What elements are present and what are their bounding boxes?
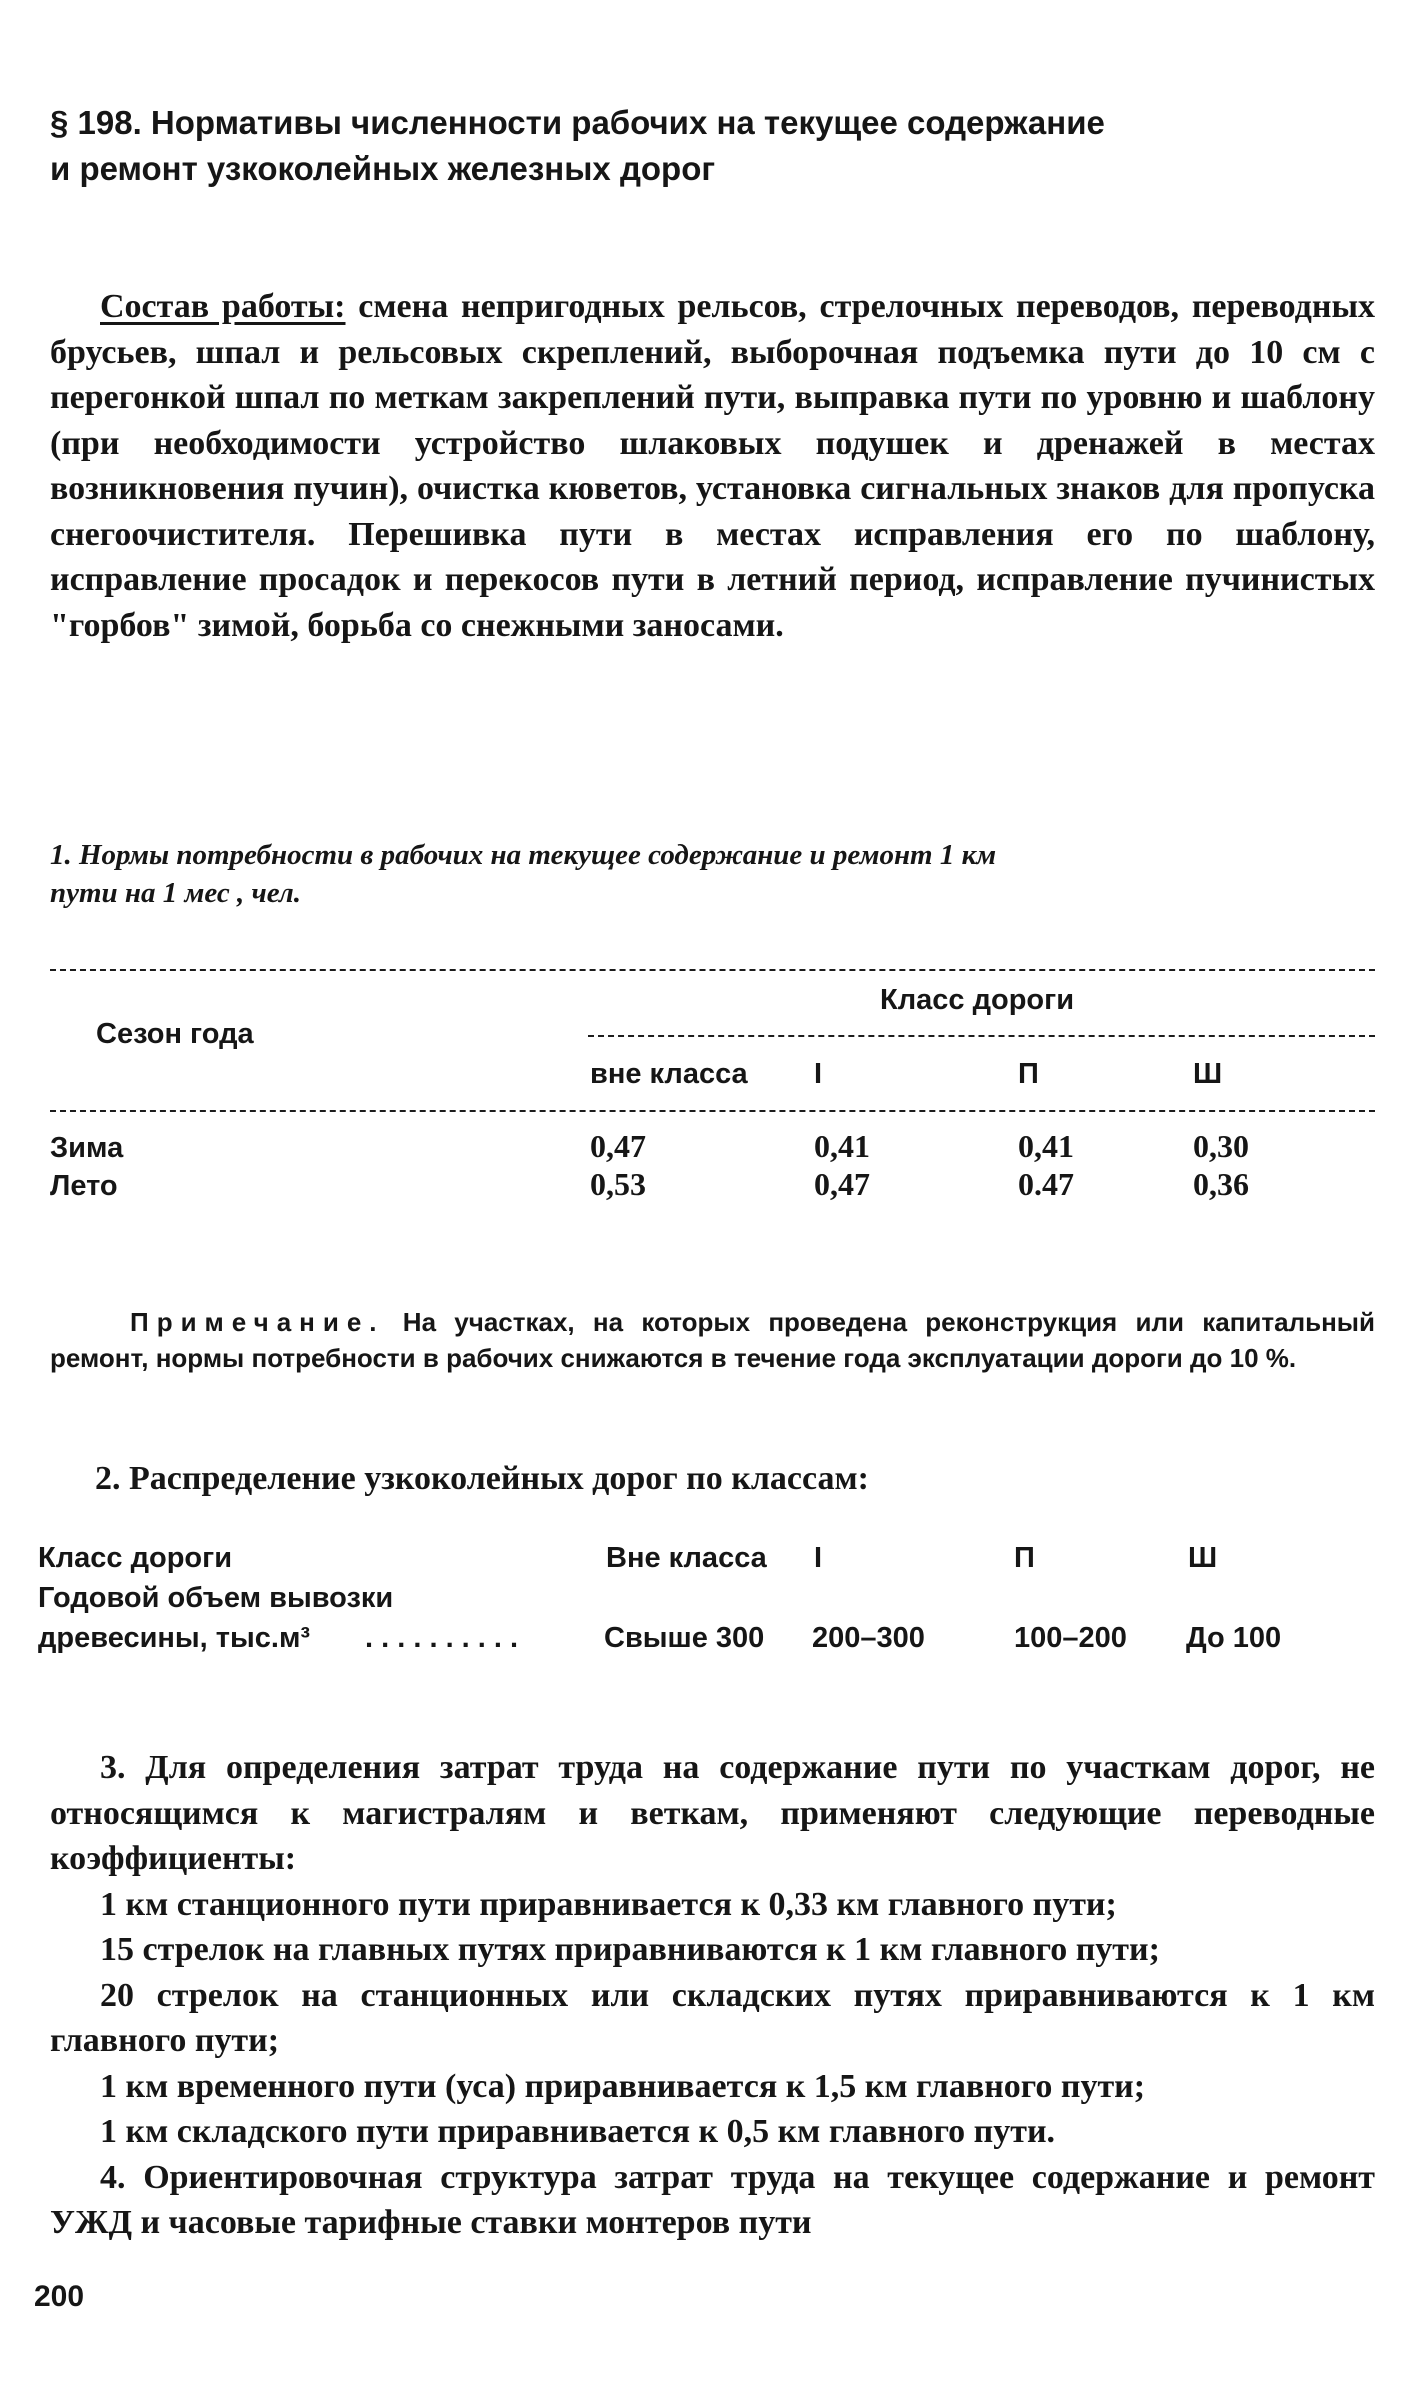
coefficient-item: 1 км складского пути приравнивается к 0,5 км главного пути. — [100, 2113, 1056, 2150]
section-heading-line1: § 198. Нормативы численности рабочих на текущее содержание — [50, 104, 1105, 141]
table1-row-1-val-2: 0.47 — [1018, 1166, 1074, 1202]
table1-row-0-val-1: 0,41 — [814, 1128, 870, 1164]
distribution-row-label-line2: древесины, тыс.м³ — [38, 1622, 311, 1654]
table1-row-0-val-2: 0,41 — [1018, 1128, 1074, 1164]
section-heading — [50, 100, 1350, 192]
coefficient-item: 15 стрелок на главных путях приравниваются к 1 км главного пути; — [100, 1931, 1160, 1968]
section-heading-line2: и ремонт узкоколейных железных дорог — [50, 150, 716, 187]
table1-note — [50, 1304, 1375, 1376]
table1-col-header-2: П — [1018, 1058, 1039, 1090]
coefficient-item: 20 стрелок на станционных или складских путях приравниваются к 1 км главного пути; — [50, 1976, 1375, 2059]
distribution-header-label: Класс дороги — [38, 1542, 233, 1574]
work-composition-text: смена непригодных рельсов, стрелочных переводов, переводных брусьев, шпал и рельсовых скреплений, выборочная подъемка пути до 10 см с перегонкой шпал по меткам закреплений пути, выправка пути по уровню и шаблону (при необходимости устройство шлаковых подушек и дренажей в местах возникновения пучин), очистка кюветов, установка сигнальных знаков для пропуска снегоочистителя. Перешивка пути в местах исправления его по шаблону, исправление просадок и перекосов пути в летний период, исправление пучинистых "горбов" зимой, борьба со снежными заносами. — [50, 288, 1375, 644]
table1-row-0-val-0: 0,47 — [590, 1128, 646, 1164]
table1-col-header-3: Ш — [1193, 1058, 1223, 1090]
table1-col-header-1: I — [814, 1058, 823, 1090]
coefficient-item: 1 км временного пути (уса) приравнивается к 1,5 км главного пути; — [100, 2067, 1146, 2105]
distribution-title: 2. Распределение узкоколейных дорог по классам: — [95, 1460, 869, 1497]
note-text: На участках, на которых проведена реконструкция или капитальный ремонт, нормы потребности в рабочих снижаются в течение года эксплуатации дороги до 10 %. — [50, 1307, 1375, 1373]
table1-row-1-season: Лето — [50, 1170, 118, 1202]
distribution-value-1: 200–300 — [812, 1622, 925, 1654]
table1-season-header: Сезон года — [96, 1018, 254, 1050]
table1-header-rule — [50, 1110, 1375, 1112]
table1-class-header: Класс дороги — [880, 984, 1075, 1016]
note-label: Примечание. — [130, 1307, 385, 1337]
table1-class-rule — [588, 1035, 1375, 1037]
distribution-value-3: До 100 — [1186, 1622, 1282, 1654]
table1-row-1-val-3: 0,36 — [1193, 1166, 1249, 1202]
paragraph3-intro: 3. Для определения затрат труда на содержание пути по участкам дорог, не относящимся к магистралям и веткам, применяют следующие переводные коэффициенты: — [50, 1749, 1375, 1877]
distribution-class-0: Вне класса — [606, 1542, 767, 1574]
distribution-leader-dots: . . . . . . . . . . — [365, 1622, 519, 1654]
table1-row-1-val-1: 0,47 — [814, 1166, 870, 1202]
distribution-class-3: Ш — [1188, 1542, 1218, 1574]
table1-col-header-0: вне класса — [590, 1058, 748, 1090]
work-composition-label: Состав работы: — [100, 288, 346, 325]
table1-caption-line1: 1. Нормы потребности в рабочих на текущее содержание и ремонт 1 км — [50, 839, 997, 871]
table1-top-rule — [50, 969, 1375, 971]
table1-caption — [50, 836, 1250, 912]
table1-row-0-season: Зима — [50, 1132, 124, 1164]
coefficients-section — [50, 1745, 1375, 2246]
table1-caption-line2: пути на 1 мес , чел. — [50, 877, 302, 909]
coefficient-item: 1 км станционного пути приравнивается к 0,33 км главного пути; — [100, 1885, 1117, 1923]
table1-row-0-val-3: 0,30 — [1193, 1128, 1249, 1164]
distribution-value-2: 100–200 — [1014, 1622, 1127, 1654]
distribution-class-2: П — [1014, 1542, 1035, 1574]
work-composition-paragraph — [50, 284, 1375, 648]
distribution-row-label-line1: Годовой объем вывозки — [38, 1582, 394, 1614]
paragraph4: 4. Ориентировочная структура затрат труда на текущее содержание и ремонт УЖД и часовые тарифные ставки монтеров пути — [50, 2158, 1375, 2241]
distribution-class-1: I — [814, 1542, 823, 1574]
distribution-value-0: Свыше 300 — [604, 1622, 765, 1654]
page-number: 200 — [34, 2280, 85, 2313]
table1-row-1-val-0: 0,53 — [590, 1166, 646, 1202]
